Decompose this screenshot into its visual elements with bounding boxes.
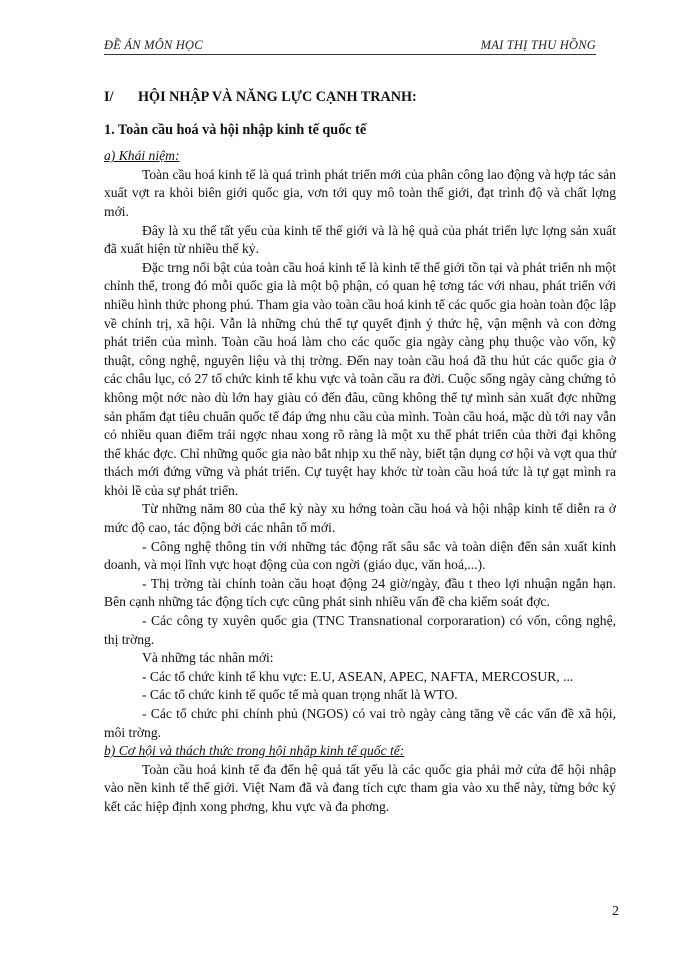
document-body <box>104 88 616 817</box>
section-number: I/ <box>104 89 114 105</box>
bullet-paragraph: - Các công ty xuyên quốc gia (TNC Transnational corporaration) có vốn, công nghệ, thị trờng. <box>104 613 616 647</box>
bullet-paragraph: - Các tổ chức phi chính phủ (NGOS) có vai trò ngày càng tăng về các vấn đề xã hội, môi trờng. <box>104 706 616 740</box>
paragraph: Và những tác nhân mới: <box>142 650 274 666</box>
section-heading <box>104 88 616 107</box>
paragraph: Toàn cầu hoá kinh tế đa đến hệ quả tất yếu là các quốc gia phải mở cửa để hội nhập vào nền kinh tế thế giới. Việt Nam đã và đang tích cực tham gia vào xu thế này, từng bớc ký kết các hiệp định xong phơng, khu vực và đa phơng. <box>104 761 616 814</box>
part-b-heading: b) Cơ hội và thách thức trong hội nhập kinh tế quốc tế: <box>104 743 405 759</box>
section-title: HỘI NHẬP VÀ NĂNG LỰC CẠNH TRANH: <box>138 89 417 105</box>
part-a-heading: a) Khái niệm: <box>104 148 180 164</box>
paragraph: Toàn cầu hoá kinh tế là quá trình phát triển mới của phân công lao động và hợp tác sản xuất vợt ra khỏi biên giới quốc gia, vơn tới quy mô toàn thế giới, đạt trình độ và chất lợng mới. <box>104 166 616 219</box>
bullet-paragraph: - Thị trờng tài chính toàn cầu hoạt động 24 giờ/ngày, đầu t theo lợi nhuận ngắn hạn. Bên cạnh những tác động tích cực cũng phát sinh nhiều vấn đề cha kiểm soát đợc. <box>104 575 616 610</box>
header-right-author: MAI THỊ THU HỒNG <box>480 38 596 52</box>
header-left-title: ĐỀ ÁN MÔN HỌC <box>104 38 203 52</box>
header-divider <box>104 54 596 55</box>
paragraph: Đặc trng nổi bật của toàn cầu hoá kinh tế là kinh tế thế giới tồn tại và phát triển nh một chỉnh thể, trong đó mỗi quốc gia là một bộ phận, có quan hệ tơng tác với nhau, phát triển với nhiều hình thức phong phú. Tham gia vào toàn cầu hoá kinh tế các quốc gia hoàn toàn độc lập về chính trị, xã hội. Vẫn là những chủ thể tự quyết định ý thức hệ, vận mệnh và con đờng phát triển của mình. Toàn cầu hoá làm cho các quốc gia ngày càng phụ thuộc vào vốn, kỹ thuật, công nghệ, nguyên liệu và thị trờng. Đến nay toàn cầu hoá đã thu hút các quốc gia ở các châu lục, có 27 tổ chức kinh tế khu vực và toàn cầu ra đời. Cuộc sống ngày càng chứng tỏ không một nớc nào dù lớn hay giàu có đến đâu, cũng không thể tự mình sản xuất đợc những sản phẩm đạt tiêu chuẩn quốc tế đáp ứng nhu cầu của mình. Toàn cầu hoá, mặc dù tới nay vẫn có nhiều quan điểm trái ngợc nhau xong rõ ràng là một xu thế phát triển của thời đại không thể khác đợc. Chỉ những quốc gia nào bắt nhịp xu thế này, biết tận dụng cơ hội và vợt qua thử thách mới đứng vững và phát triển. Cự tuyệt hay khớc từ toàn cầu hoá tức là tự gạt mình ra khỏi lề của sự phát triển. <box>104 259 616 498</box>
page-number: 2 <box>612 904 619 919</box>
bullet-paragraph: - Các tổ chức kinh tế quốc tế mà quan trọng nhất là WTO. <box>142 687 458 703</box>
subsection-heading: 1. Toàn cầu hoá và hội nhập kinh tế quốc tế <box>104 121 367 138</box>
bullet-paragraph: - Công nghệ thông tin với những tác động rất sâu sắc và toàn diện đến sản xuất kinh doanh, và mọi lĩnh vực hoạt động của con ngời (giáo dục, văn hoá,...). <box>104 538 616 573</box>
bullet-paragraph: - Các tổ chức kinh tế khu vực: E.U, ASEAN, APEC, NAFTA, MERCOSUR, ... <box>142 668 574 684</box>
paragraph: Từ những năm 80 của thế kỷ này xu hớng toàn cầu hoá và hội nhập kinh tế diễn ra ở mức độ cao, tác động bởi các nhân tố mới. <box>104 501 616 536</box>
paragraph: Đây là xu thế tất yếu của kinh tế thế giới và là hệ quả của phát triển lực lợng sản xuất đã xuất hiện từ nhiều thế kỷ. <box>104 222 616 257</box>
